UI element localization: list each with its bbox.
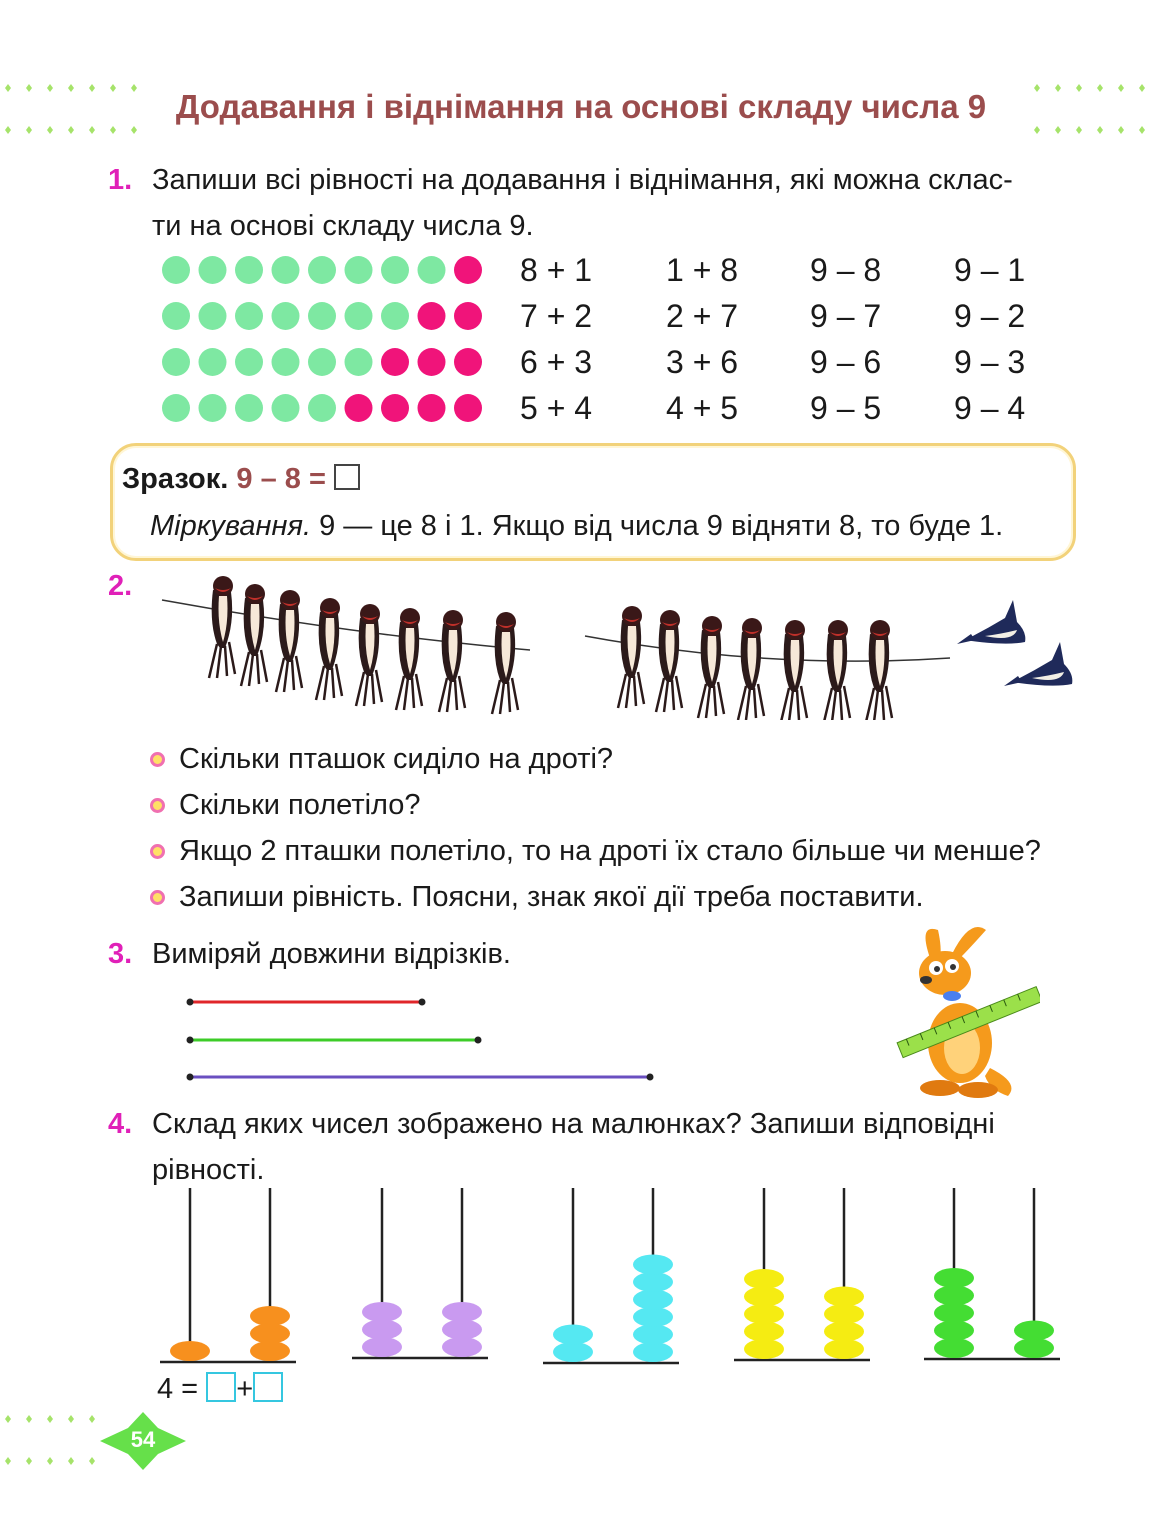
abacus-bead: [744, 1287, 784, 1307]
abacus-bead: [1014, 1321, 1054, 1341]
bullet-icon: [150, 798, 165, 813]
abacus-bead: [934, 1268, 974, 1288]
kangaroo-with-ruler-illustration: [890, 918, 1040, 1098]
bullet-icon: [150, 890, 165, 905]
decor-dot: [26, 1457, 32, 1465]
abacus-bead: [934, 1286, 974, 1306]
task-1-number: 1.: [108, 164, 133, 196]
green-dot: [381, 256, 409, 284]
equation: 6 + 3: [520, 344, 593, 380]
decor-dot: [89, 126, 95, 134]
equation: 4 + 5: [666, 390, 739, 426]
answer-prefix: 4 =: [157, 1373, 199, 1405]
segments-diagram: [180, 990, 670, 1090]
abacus: [160, 1188, 296, 1362]
equation: 8 + 1: [520, 252, 593, 288]
abacus-bead: [633, 1307, 673, 1327]
equation: 3 + 6: [666, 344, 739, 380]
pink-dot: [418, 394, 446, 422]
decor-dot: [131, 126, 137, 134]
question-bullet: Скільки пташок сиділо на дроті?: [150, 743, 613, 776]
abacus-bead: [553, 1342, 593, 1362]
green-dot: [345, 348, 373, 376]
segment-endpoint: [419, 999, 426, 1006]
segment-endpoint: [187, 1074, 194, 1081]
abacus: [734, 1188, 870, 1360]
abacus-bead: [362, 1320, 402, 1340]
task-1-text-line2: ти на основі складу числа 9.: [152, 210, 534, 242]
decor-dot: [47, 1457, 53, 1465]
green-dot: [235, 256, 263, 284]
answer-box-2[interactable]: [253, 1372, 283, 1402]
swallow-icon: [656, 610, 682, 712]
task-1-text-line1: Запиши всі рівності на додавання і віднімання, які можна склас-: [152, 164, 1013, 196]
sample-reasoning: [150, 510, 1003, 543]
equation: 9 – 8: [810, 252, 882, 288]
green-dot: [308, 302, 336, 330]
reasoning-text: 9 — це 8 і 1. Якщо від числа 9 відняти 8, то буде 1.: [311, 510, 1004, 542]
abacus-bead: [633, 1325, 673, 1345]
abacus-bead: [553, 1325, 593, 1345]
task-4-text-line1: Склад яких чисел зображено на малюнках? Запиши відповідні: [152, 1108, 995, 1140]
abacus-bead: [824, 1304, 864, 1324]
sample-label: Зразок.: [122, 463, 229, 495]
abacus-bead: [824, 1322, 864, 1342]
swallow-icon: [396, 608, 422, 710]
abacus-bead: [362, 1337, 402, 1357]
abacus-bead: [1014, 1338, 1054, 1358]
swallow-icon: [316, 598, 342, 700]
equation: 9 – 7: [810, 298, 882, 334]
decor-dot: [26, 126, 32, 134]
abacus-bead: [824, 1339, 864, 1359]
swallow-icon: [241, 584, 267, 686]
abacus-bead: [170, 1341, 210, 1361]
bullet-icon: [150, 752, 165, 767]
decor-dot: [1139, 126, 1145, 134]
swallow-icon: [618, 606, 644, 708]
abacus-bead: [633, 1255, 673, 1275]
abacus: [543, 1188, 679, 1363]
segment-endpoint: [187, 999, 194, 1006]
pink-dot: [454, 302, 482, 330]
swallow-icon: [209, 576, 235, 678]
abacus-bead: [744, 1304, 784, 1324]
pink-dot: [418, 302, 446, 330]
abacus-bead: [633, 1272, 673, 1292]
decor-dot: [47, 1415, 53, 1423]
equation: 1 + 8: [666, 252, 739, 288]
swallow-icon: [356, 604, 382, 706]
abacus-bead: [744, 1322, 784, 1342]
abacus-bead: [633, 1342, 673, 1362]
swallow-icon: [738, 618, 764, 720]
pink-dot: [454, 256, 482, 284]
green-dot: [272, 256, 300, 284]
answer-plus: +: [236, 1373, 254, 1405]
pink-dot: [345, 394, 373, 422]
page-number: 54: [130, 1427, 156, 1452]
decor-dot: [47, 126, 53, 134]
abacus-bead: [250, 1341, 290, 1361]
sample-expression: 9 – 8 =: [236, 463, 326, 495]
decor-dot: [5, 1415, 11, 1423]
green-dot: [162, 256, 190, 284]
answer-template: [157, 1372, 283, 1406]
decor-dot: [1097, 126, 1103, 134]
equation: 9 – 6: [810, 344, 882, 380]
decor-dot: [5, 1457, 11, 1465]
green-dot: [162, 348, 190, 376]
abacus-bead: [934, 1303, 974, 1323]
question-bullet: Запиши рівність. Поясни, знак якої дії треба поставити.: [150, 881, 924, 914]
decor-dot: [1118, 126, 1124, 134]
abacus-bead: [442, 1302, 482, 1322]
green-dot: [162, 394, 190, 422]
equation: 5 + 4: [520, 390, 593, 426]
decor-dot: [68, 1415, 74, 1423]
abacus-bead: [934, 1321, 974, 1341]
swallow-icon: [866, 620, 892, 720]
equation: 2 + 7: [666, 298, 739, 334]
decor-dot: [68, 126, 74, 134]
task-4-text-line2: рівності.: [152, 1154, 265, 1186]
segment-endpoint: [647, 1074, 654, 1081]
equation: 9 – 1: [954, 252, 1026, 288]
question-bullet: Якщо 2 пташки полетіло, то на дроті їх стало більше чи менше?: [150, 835, 1041, 868]
swallow-icon: [439, 610, 465, 712]
pink-dot: [454, 394, 482, 422]
swallow-icon: [781, 620, 807, 720]
decor-dot: [110, 126, 116, 134]
task-3-number: 3.: [108, 938, 133, 970]
green-dot: [272, 394, 300, 422]
equation: 9 – 4: [954, 390, 1026, 426]
abacus-row-diagram: [150, 1180, 1070, 1370]
flying-swallow-icon: [1004, 642, 1072, 686]
swallow-icon: [492, 612, 518, 714]
task-2-number: 2.: [108, 570, 133, 602]
answer-box-1[interactable]: [206, 1372, 236, 1402]
swallow-icon: [276, 590, 302, 692]
pink-dot: [381, 394, 409, 422]
pink-dot: [381, 348, 409, 376]
green-dot: [199, 348, 227, 376]
abacus-bead: [744, 1339, 784, 1359]
question-bullet: Скільки полетіло?: [150, 789, 421, 822]
abacus-bead: [250, 1306, 290, 1326]
bullet-icon: [150, 844, 165, 859]
abacus-bead: [744, 1269, 784, 1289]
flying-swallow-icon: [957, 600, 1025, 644]
green-dot: [345, 256, 373, 284]
green-dot: [308, 348, 336, 376]
green-dot: [308, 394, 336, 422]
abacus-bead: [934, 1338, 974, 1358]
decor-dot: [68, 1457, 74, 1465]
green-dot: [199, 302, 227, 330]
task-4-number: 4.: [108, 1108, 133, 1140]
equation: 7 + 2: [520, 298, 593, 334]
green-dot: [162, 302, 190, 330]
sample-box: [110, 443, 1076, 561]
decor-dot: [5, 126, 11, 134]
green-dot: [381, 302, 409, 330]
abacus-bead: [250, 1324, 290, 1344]
equation: 9 – 5: [810, 390, 882, 426]
green-dot: [418, 256, 446, 284]
decor-dot: [26, 1415, 32, 1423]
equation: 9 – 3: [954, 344, 1026, 380]
green-dot: [199, 256, 227, 284]
segment-endpoint: [475, 1037, 482, 1044]
green-dot: [272, 302, 300, 330]
decor-dot: [1055, 126, 1061, 134]
abacus-bead: [442, 1337, 482, 1357]
swallow-icon: [698, 616, 724, 718]
equation: 9 – 2: [954, 298, 1026, 334]
decor-dot: [89, 1415, 95, 1423]
green-dot: [308, 256, 336, 284]
swallows-on-wire-illustration: [150, 570, 1080, 720]
abacus-bead: [362, 1302, 402, 1322]
abacus-bead: [824, 1287, 864, 1307]
dot-diagram: [150, 250, 500, 430]
pink-dot: [418, 348, 446, 376]
green-dot: [345, 302, 373, 330]
green-dot: [235, 394, 263, 422]
abacus: [352, 1188, 488, 1358]
green-dot: [199, 394, 227, 422]
sample-line: [122, 463, 360, 496]
green-dot: [235, 302, 263, 330]
segment-endpoint: [187, 1037, 194, 1044]
green-dot: [235, 348, 263, 376]
abacus-bead: [633, 1290, 673, 1310]
page-title: Додавання і віднімання на основі складу числа 9: [175, 88, 987, 125]
abacus: [924, 1188, 1060, 1359]
decor-dot: [1034, 126, 1040, 134]
answer-box: [334, 464, 360, 490]
swallow-icon: [824, 620, 850, 720]
green-dot: [272, 348, 300, 376]
reasoning-label: Міркування.: [150, 510, 312, 542]
pink-dot: [454, 348, 482, 376]
decor-dot: [89, 1457, 95, 1465]
decor-dot: [1076, 126, 1082, 134]
abacus-bead: [442, 1320, 482, 1340]
task-3-text: Виміряй довжини відрізків.: [152, 938, 511, 970]
